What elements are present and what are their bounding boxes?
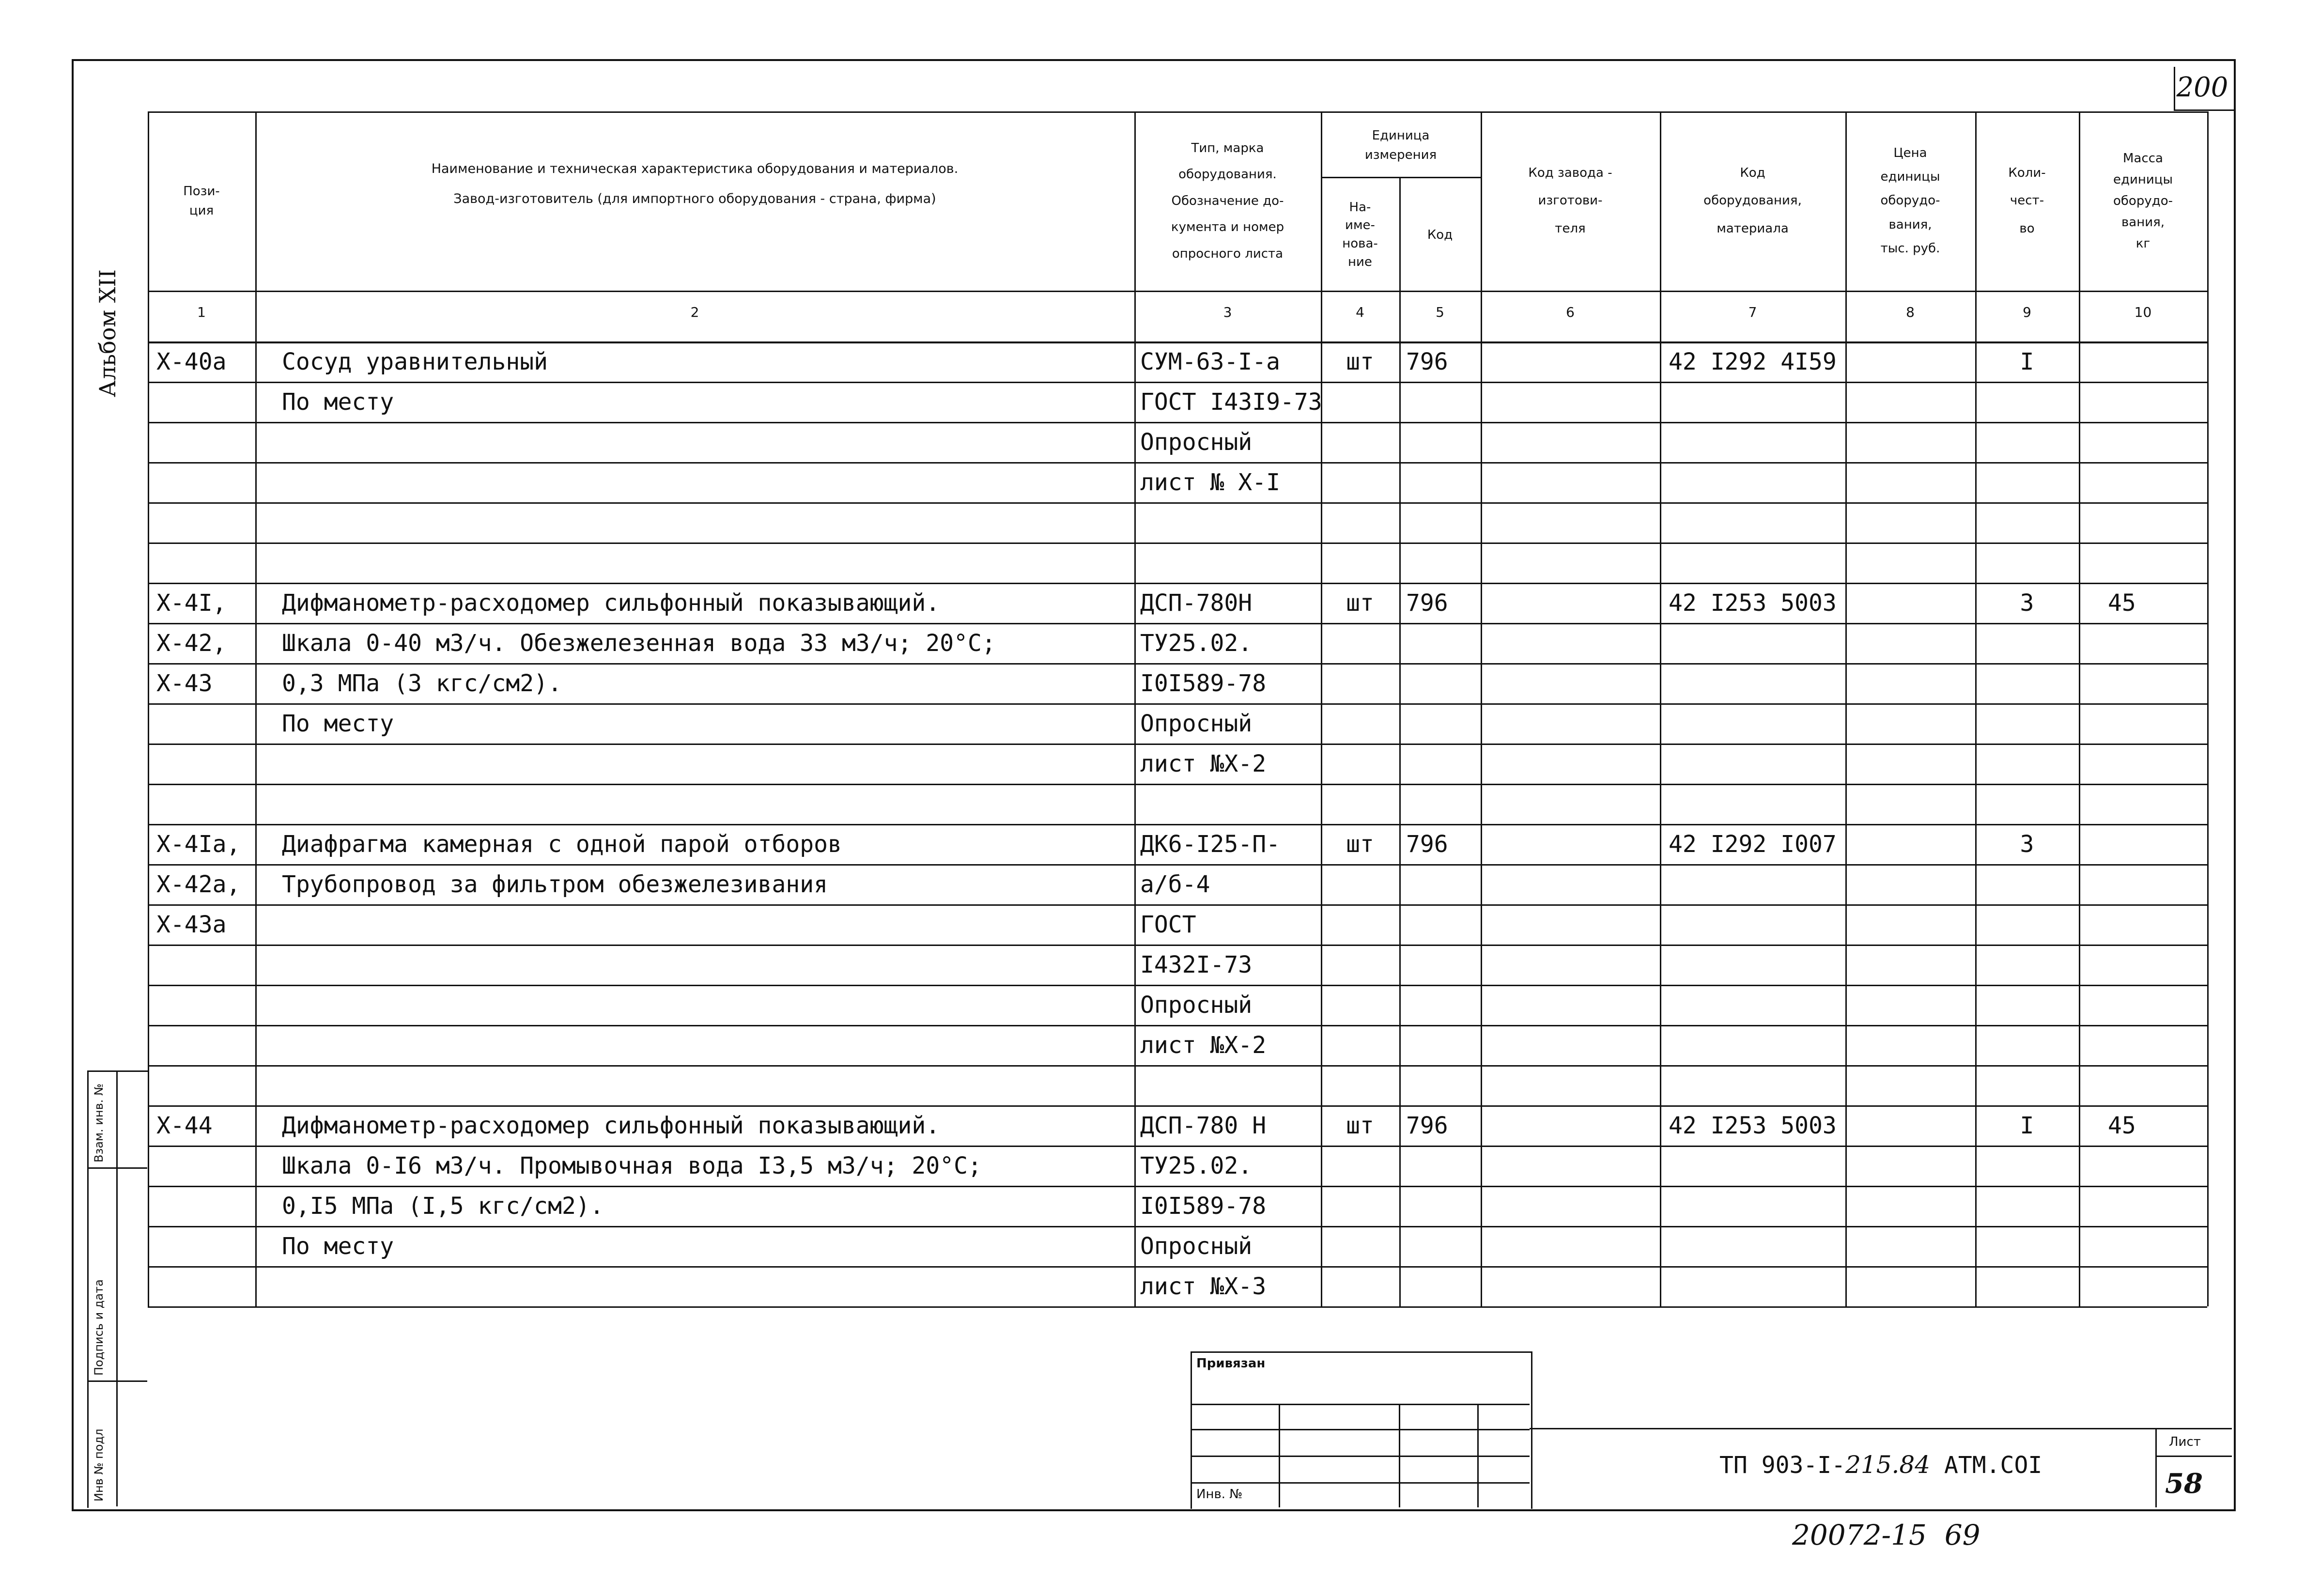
row-rule: [148, 462, 2207, 464]
cell-code: 796: [1406, 348, 1448, 375]
cell-pos: Х-43: [156, 670, 213, 697]
document-code-hand: 215.84: [1845, 1451, 1931, 1479]
cell-type: Опросный: [1140, 1233, 1253, 1260]
cell-pos: Х-43а: [156, 911, 227, 938]
row-rule: [148, 945, 2207, 946]
cell-code: 796: [1406, 589, 1448, 617]
column-rule: [2079, 111, 2080, 1306]
cell-unit: шт: [1346, 348, 1374, 375]
cell-type: ГОСТ I43I9-73: [1140, 388, 1322, 416]
cell-type: лист №Х-2: [1140, 1032, 1267, 1059]
row-rule: [148, 583, 2207, 584]
cell-code: 796: [1406, 1112, 1448, 1139]
row-rule: [148, 985, 2207, 986]
row-rule: [148, 1226, 2207, 1227]
side-label-inv-podl: Инв № подл: [92, 1428, 106, 1502]
column-rule: [148, 111, 149, 1306]
cell-unit: шт: [1346, 831, 1374, 858]
cell-equip: 42 I292 I007: [1669, 831, 1837, 858]
cell-equip: 42 I253 5003: [1669, 1112, 1837, 1139]
row-rule: [148, 502, 2207, 504]
side-label-podpis-data: Подпись и дата: [92, 1279, 106, 1376]
cell-name: Трубопровод за фильтром обезжелезивания: [282, 871, 828, 898]
numbers-bottom-rule: [148, 341, 2207, 343]
privyazan-label: Привязан: [1196, 1356, 1266, 1371]
cell-type: Опросный: [1140, 429, 1253, 456]
row-rule: [148, 623, 2207, 624]
cell-name: Шкала 0-I6 м3/ч. Промывочная вода I3,5 м3/ч; 20°С;: [282, 1152, 982, 1179]
cell-equip: 42 I253 5003: [1669, 589, 1837, 617]
cell-pos: Х-4Iа,: [156, 831, 241, 858]
row-rule: [148, 382, 2207, 383]
cell-mass: 45: [2108, 589, 2136, 617]
cell-type: а/б-4: [1140, 871, 1210, 898]
row-rule: [148, 1186, 2207, 1187]
cell-type: I432I-73: [1140, 951, 1253, 978]
album-label: Альбом XII: [94, 269, 121, 397]
row-rule: [148, 824, 2207, 825]
header-bottom-rule: [148, 291, 2207, 292]
cell-pos: Х-42,: [156, 630, 227, 657]
cell-name: Диафрагма камерная с одной парой отборов: [282, 831, 842, 858]
column-number: 6: [1566, 304, 1575, 320]
row-rule: [148, 904, 2207, 906]
cell-qty: I: [2020, 348, 2034, 375]
cell-type: ТУ25.02.: [1140, 630, 1253, 657]
cell-qty: I: [2020, 1112, 2034, 1139]
cell-type: лист №Х-2: [1140, 750, 1267, 777]
row-rule: [148, 784, 2207, 785]
cell-name: Дифманометр-расходомер сильфонный показывающий.: [282, 589, 940, 617]
column-number: 2: [690, 304, 699, 320]
column-number: 1: [197, 304, 206, 320]
header-plant-code: Код завода - изготови- теля: [1528, 166, 1612, 236]
document-code-suffix: АТМ.СОI: [1930, 1452, 2042, 1479]
header-quantity: Коли- чест- во: [2008, 166, 2046, 236]
header-name: Наименование и техническая характеристика оборудования и материалов. Завод-изготовитель (для импортного оборудования - страна, фирма): [431, 161, 959, 206]
column-number: 10: [2134, 304, 2152, 320]
cell-pos: Х-4I,: [156, 589, 227, 617]
column-rule: [1481, 111, 1482, 1306]
column-number: 7: [1748, 304, 1757, 320]
column-rule: [1845, 111, 1847, 1306]
row-rule: [148, 703, 2207, 705]
row-rule: [148, 1065, 2207, 1067]
cell-type: I0I589-78: [1140, 670, 1267, 697]
cell-name: По месту: [282, 710, 394, 737]
list-number: 58: [2165, 1468, 2203, 1500]
row-rule: [148, 864, 2207, 866]
header-unit-code: Код: [1427, 227, 1453, 242]
cell-type: Опросный: [1140, 992, 1253, 1019]
cell-pos: Х-44: [156, 1112, 213, 1139]
header-equipment-code: Код оборудования, материала: [1703, 166, 1802, 236]
cell-type: ДСП-780 Н: [1140, 1112, 1267, 1139]
cell-unit: шт: [1346, 589, 1374, 617]
row-rule: [148, 1105, 2207, 1107]
page-number: 200: [2176, 72, 2228, 103]
row-rule: [148, 422, 2207, 423]
header-mass: Масса единицы оборудо- вания, кг: [2113, 151, 2173, 251]
cell-type: ДСП-780Н: [1140, 589, 1253, 617]
column-number: 5: [1436, 304, 1444, 320]
cell-name: По месту: [282, 388, 394, 416]
cell-code: 796: [1406, 831, 1448, 858]
column-number: 4: [1356, 304, 1364, 320]
cell-qty: 3: [2020, 589, 2034, 617]
cell-name: Сосуд уравнительный: [282, 348, 548, 375]
header-price: Цена единицы оборудо- вания, тыс. руб.: [1880, 145, 1940, 256]
row-rule: [148, 1306, 2207, 1308]
column-number: 8: [1906, 304, 1915, 320]
row-rule: [148, 542, 2207, 544]
cell-type: СУМ-63-I-а: [1140, 348, 1280, 375]
row-rule: [148, 1266, 2207, 1268]
row-rule: [148, 1146, 2207, 1147]
cell-type: ДК6-I25-П-: [1140, 831, 1280, 858]
unit-group-rule: [1321, 177, 1481, 178]
cell-type: I0I589-78: [1140, 1193, 1267, 1220]
cell-pos: Х-40а: [156, 348, 227, 375]
column-number: 9: [2023, 304, 2031, 320]
side-label-vzam-inv: Взам. инв. №: [92, 1084, 106, 1162]
cell-mass: 45: [2108, 1112, 2136, 1139]
cell-name: Шкала 0-40 м3/ч. Обезжелезенная вода 33 м3/ч; 20°С;: [282, 630, 996, 657]
footer-number: 20072-15 69: [1792, 1519, 1980, 1551]
title-block-line: [1530, 1428, 2232, 1429]
column-rule: [255, 111, 257, 1306]
header-unit-name: На- име- нова- ние: [1342, 200, 1378, 269]
row-rule: [148, 744, 2207, 745]
row-rule: [148, 663, 2207, 665]
header-unit-group: Единица измерения: [1364, 128, 1437, 162]
document-code: [1719, 1451, 2042, 1479]
cell-type: лист №Х-3: [1140, 1273, 1267, 1300]
column-number: 3: [1223, 304, 1232, 320]
column-rule: [1399, 177, 1401, 1306]
column-rule: [1660, 111, 1661, 1306]
cell-qty: 3: [2020, 831, 2034, 858]
column-rule: [2207, 111, 2209, 1306]
header-position: Пози- ция: [183, 184, 220, 218]
cell-type: ТУ25.02.: [1140, 1152, 1253, 1179]
inv-label: Инв. №: [1196, 1487, 1243, 1502]
cell-type: ГОСТ: [1140, 911, 1196, 938]
list-label: Лист: [2169, 1435, 2201, 1449]
cell-equip: 42 I292 4I59: [1669, 348, 1837, 375]
column-rule: [1134, 111, 1136, 1306]
row-rule: [148, 1025, 2207, 1026]
cell-unit: шт: [1346, 1112, 1374, 1139]
cell-name: 0,3 МПа (3 кгс/см2).: [282, 670, 562, 697]
cell-type: Опросный: [1140, 710, 1253, 737]
cell-name: 0,I5 МПа (I,5 кгс/см2).: [282, 1193, 604, 1220]
cell-name: Дифманометр-расходомер сильфонный показывающий.: [282, 1112, 940, 1139]
cell-type: лист № Х-I: [1140, 469, 1280, 496]
cell-name: По месту: [282, 1233, 394, 1260]
header-type: Тип, марка оборудования. Обозначение до- кумента и номер опросного листа: [1171, 140, 1284, 261]
document-code-prefix: ТП 903-I-: [1719, 1452, 1846, 1479]
cell-pos: Х-42а,: [156, 871, 241, 898]
